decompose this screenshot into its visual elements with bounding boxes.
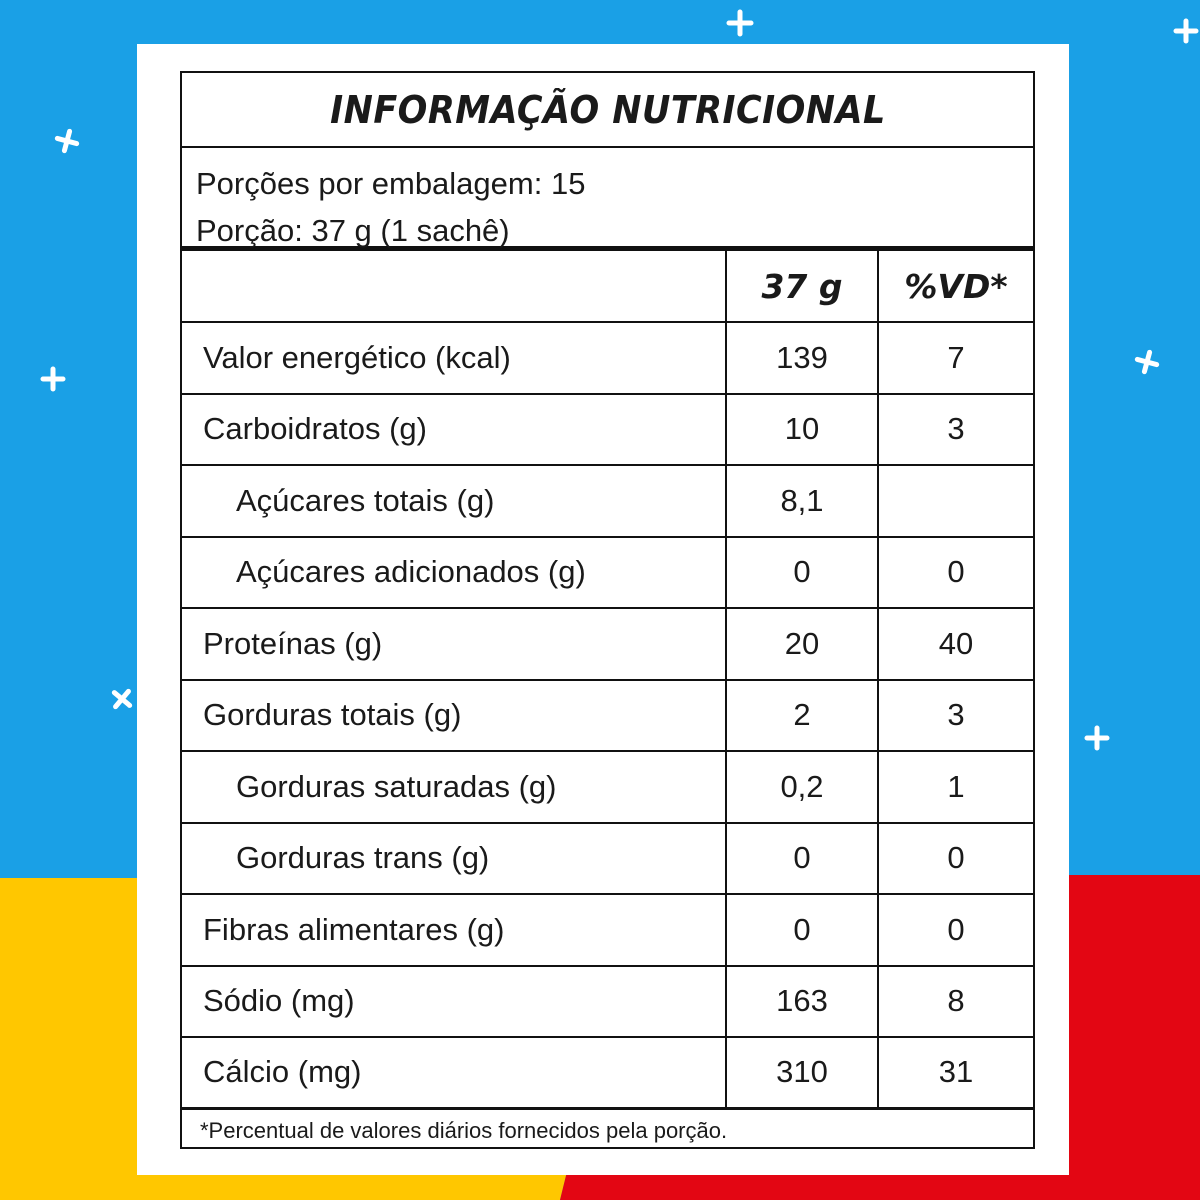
footnote: *Percentual de valores diários fornecidos pela porção. bbox=[200, 1117, 728, 1143]
nutrient-name: Proteínas (g) bbox=[182, 609, 727, 679]
nutrient-amount: 163 bbox=[727, 967, 879, 1037]
serving-info bbox=[182, 148, 1033, 251]
header-amount: 37 g bbox=[727, 251, 879, 321]
nutrient-amount: 0 bbox=[727, 538, 879, 608]
nutrient-amount: 8,1 bbox=[727, 466, 879, 536]
nutrient-daily-value: 3 bbox=[947, 411, 965, 447]
nutrient-daily-value bbox=[879, 466, 1033, 536]
nutrient-amount: 0 bbox=[727, 895, 879, 965]
nutrient-name: Açúcares totais (g) bbox=[182, 466, 727, 536]
table-row bbox=[182, 395, 1033, 467]
nutrient-name: Gorduras trans (g) bbox=[182, 824, 727, 894]
nutrition-facts-table bbox=[180, 71, 1035, 1149]
serving-size: Porção: 37 g (1 sachê) bbox=[196, 213, 510, 248]
nutrient-amount: 10 bbox=[727, 395, 879, 465]
nutrient-daily-value: 40 bbox=[938, 625, 974, 661]
table-row bbox=[182, 824, 1033, 896]
nutrient-amount: 2 bbox=[727, 681, 879, 751]
nutrient-amount: 0,2 bbox=[727, 752, 879, 822]
table-row bbox=[182, 609, 1033, 681]
nutrient-name: Fibras alimentares (g) bbox=[182, 895, 727, 965]
header-blank bbox=[182, 251, 727, 321]
column-header-row bbox=[182, 251, 1033, 323]
servings-per-package: Porções por embalagem: 15 bbox=[196, 166, 586, 201]
nutrient-daily-value: 0 bbox=[947, 554, 965, 590]
table-row bbox=[182, 895, 1033, 967]
nutrient-name: Gorduras totais (g) bbox=[182, 681, 727, 751]
nutrient-name: Açúcares adicionados (g) bbox=[182, 538, 727, 608]
table-row bbox=[182, 681, 1033, 753]
nutrient-amount: 139 bbox=[727, 323, 879, 393]
nutrient-name: Cálcio (mg) bbox=[182, 1038, 727, 1107]
table-row bbox=[182, 538, 1033, 610]
nutrient-daily-value: 7 bbox=[947, 339, 965, 375]
nutrient-amount: 0 bbox=[727, 824, 879, 894]
nutrient-name: Sódio (mg) bbox=[182, 967, 727, 1037]
nutrient-name: Gorduras saturadas (g) bbox=[182, 752, 727, 822]
nutrient-daily-value: 8 bbox=[947, 983, 965, 1019]
title-row bbox=[182, 73, 1033, 148]
table-row bbox=[182, 1038, 1033, 1110]
nutrient-daily-value: 0 bbox=[947, 911, 965, 947]
table-row bbox=[182, 752, 1033, 824]
table-title: INFORMAÇÃO NUTRICIONAL bbox=[329, 87, 886, 132]
nutrient-daily-value: 31 bbox=[938, 1054, 974, 1090]
nutrient-rows bbox=[182, 251, 1033, 1110]
nutrient-name: Carboidratos (g) bbox=[182, 395, 727, 465]
table-row bbox=[182, 323, 1033, 395]
header-daily-value: %VD* bbox=[904, 266, 1008, 306]
nutrient-name: Valor energético (kcal) bbox=[182, 323, 727, 393]
table-row bbox=[182, 967, 1033, 1039]
nutrient-amount: 310 bbox=[727, 1038, 879, 1107]
nutrient-daily-value: 3 bbox=[947, 697, 965, 733]
nutrient-daily-value: 0 bbox=[947, 840, 965, 876]
table-row bbox=[182, 466, 1033, 538]
nutrient-amount: 20 bbox=[727, 609, 879, 679]
nutrient-daily-value: 1 bbox=[947, 768, 965, 804]
